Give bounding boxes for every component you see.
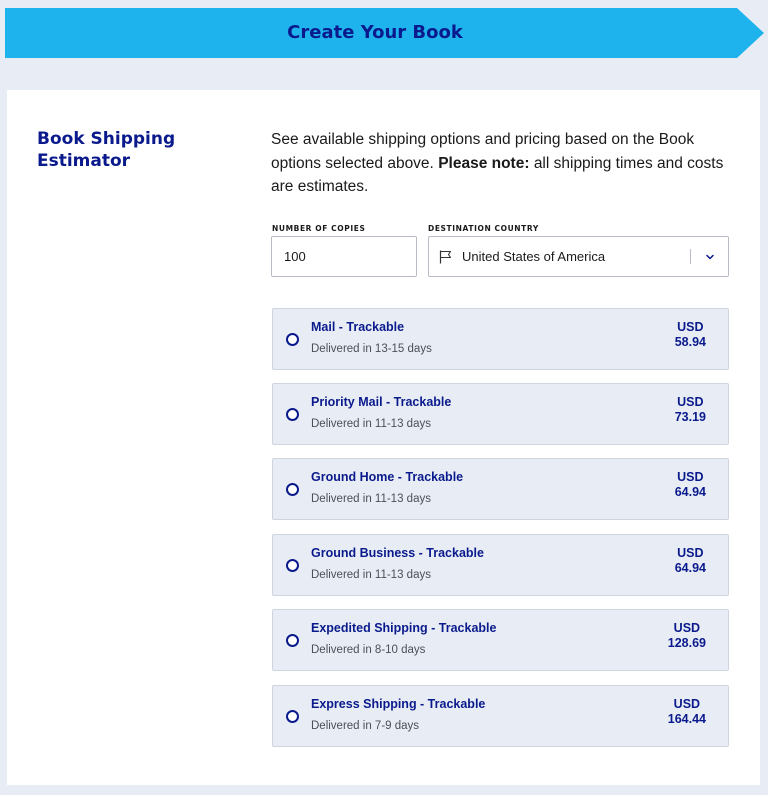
radio-button[interactable] — [286, 634, 299, 647]
shipping-option-ground-home[interactable] — [272, 458, 729, 520]
banner-title: Create Your Book — [287, 22, 463, 43]
radio-button[interactable] — [286, 408, 299, 421]
option-price — [675, 395, 706, 425]
price-currency: USD — [673, 621, 701, 635]
option-delivery-days: Delivered in 11-13 days — [311, 493, 431, 505]
radio-button[interactable] — [286, 483, 299, 496]
option-name: Ground Home - Trackable — [311, 470, 464, 484]
shipping-estimator-card — [7, 90, 760, 785]
option-delivery-days: Delivered in 8-10 days — [311, 644, 426, 656]
option-name: Mail - Trackable — [311, 320, 405, 334]
shipping-option-priority-mail[interactable] — [272, 383, 729, 445]
price-amount: 64.94 — [674, 561, 706, 575]
radio-button[interactable] — [286, 710, 299, 723]
country-value: United States of America — [462, 249, 606, 264]
price-currency: USD — [677, 470, 704, 484]
price-amount: 73.19 — [674, 410, 706, 424]
note-text: all shipping times and costs are estimates. — [271, 154, 724, 195]
option-name: Express Shipping - Trackable — [311, 697, 486, 711]
shipping-option-express[interactable] — [272, 685, 729, 747]
flag-icon — [439, 250, 453, 264]
option-delivery-days: Delivered in 11-13 days — [311, 418, 431, 430]
price-amount: 164.44 — [667, 712, 706, 726]
note-label: Please note: — [438, 154, 530, 172]
option-delivery-days: Delivered in 11-13 days — [311, 569, 431, 581]
intro-text: See available shipping options and pricing based on the Book options selected above. — [271, 131, 695, 172]
shipping-option-ground-business[interactable] — [272, 534, 729, 596]
create-book-banner[interactable] — [5, 8, 764, 58]
chevron-down-icon[interactable] — [705, 252, 715, 262]
option-delivery-days: Delivered in 7-9 days — [311, 720, 420, 732]
price-amount: 58.94 — [674, 335, 706, 349]
country-label: DESTINATION COUNTRY — [428, 224, 539, 233]
option-price — [668, 621, 706, 651]
option-price — [675, 320, 706, 350]
section-title: Book Shipping Estimator — [37, 129, 176, 171]
country-select[interactable] — [428, 236, 729, 277]
option-price — [675, 546, 706, 576]
price-amount: 64.94 — [674, 485, 706, 499]
copies-input[interactable] — [271, 236, 417, 277]
price-currency: USD — [677, 320, 704, 334]
option-delivery-days: Delivered in 13-15 days — [311, 343, 432, 355]
price-amount: 128.69 — [667, 636, 706, 650]
select-divider — [690, 249, 691, 264]
option-price — [675, 470, 706, 500]
intro-paragraph — [271, 128, 731, 199]
option-name: Priority Mail - Trackable — [311, 395, 452, 409]
shipping-option-mail[interactable] — [272, 308, 729, 370]
option-price — [668, 697, 706, 727]
option-name: Ground Business - Trackable — [311, 546, 484, 560]
copies-label: NUMBER OF COPIES — [272, 224, 366, 233]
radio-button[interactable] — [286, 333, 299, 346]
shipping-option-expedited[interactable] — [272, 609, 729, 671]
radio-button[interactable] — [286, 559, 299, 572]
price-currency: USD — [673, 697, 701, 711]
option-name: Expedited Shipping - Trackable — [311, 621, 497, 635]
price-currency: USD — [677, 395, 704, 409]
price-currency: USD — [677, 546, 704, 560]
